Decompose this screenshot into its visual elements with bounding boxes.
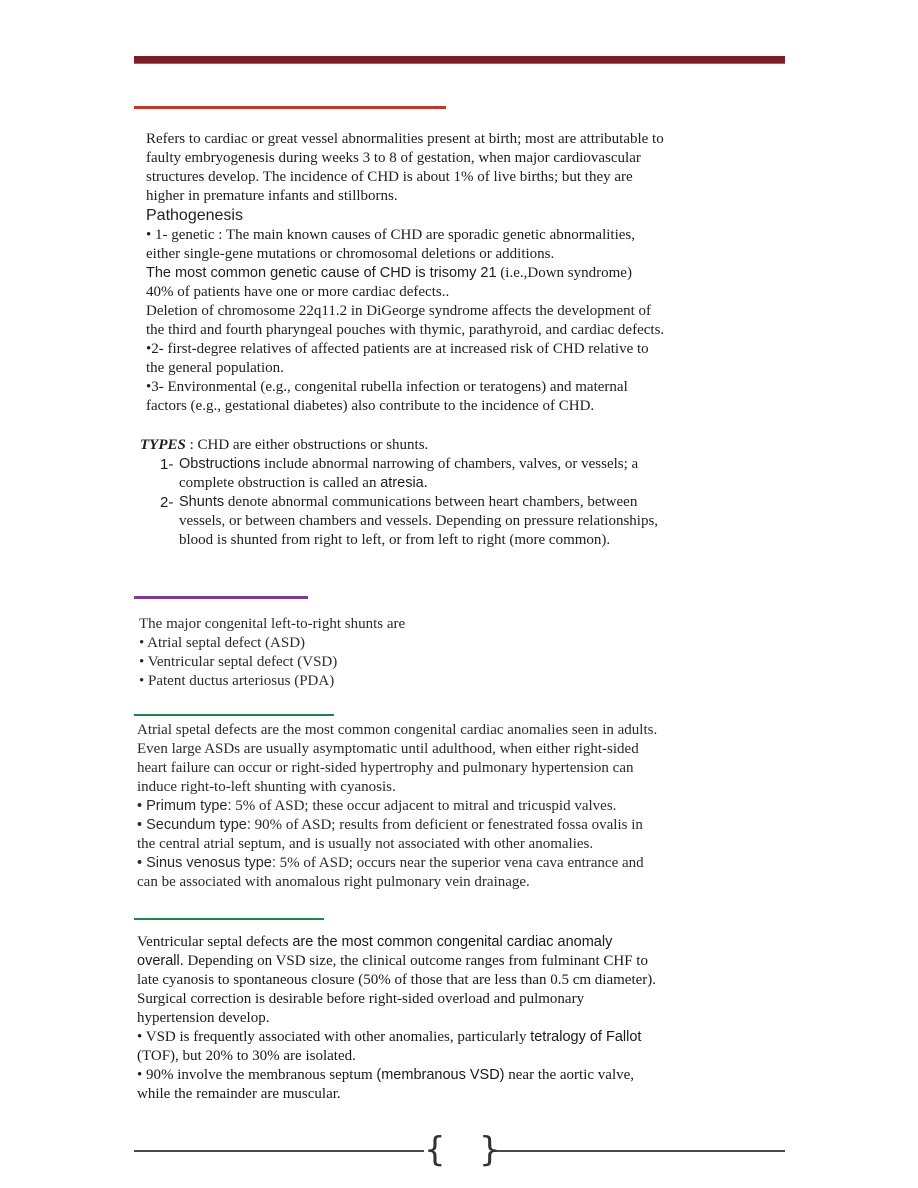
obstructions-text: . bbox=[423, 475, 428, 491]
vsd-text: • 90% involve the membranous septum bbox=[137, 1067, 377, 1083]
vsd-text: near the aortic valve, bbox=[504, 1067, 635, 1083]
obstructions-text: include abnormal narrowing of chambers, valves, or vessels; a bbox=[260, 456, 639, 472]
shunts-intro: The major congenital left-to-right shunts are bbox=[139, 616, 406, 632]
list-item: • Ventricular septal defect (VSD) bbox=[139, 654, 338, 670]
vsd-text: hypertension develop. bbox=[137, 1010, 270, 1026]
membranous-term: (membranous VSD) bbox=[376, 1067, 505, 1083]
shunts-text: vessels, or between chambers and vessels. Depending on pressure relationships, bbox=[179, 513, 659, 529]
relatives-line: •2- first-degree relatives of affected patients are at increased risk of CHD relative to bbox=[146, 341, 649, 357]
environment-line: •3- Environmental (e.g., congenital rubella infection or teratogens) and maternal bbox=[146, 379, 628, 395]
obstructions-text: complete obstruction is called an bbox=[179, 475, 381, 491]
sinus-text: can be associated with anomalous right pulmonary vein drainage. bbox=[137, 874, 530, 890]
secundum-term: • Secundum type: bbox=[137, 817, 251, 833]
header-rule bbox=[134, 56, 785, 64]
primum-term: • Primum type: bbox=[137, 798, 232, 814]
types-label: TYPES bbox=[140, 437, 186, 453]
intro-paragraph bbox=[146, 130, 726, 416]
asd-line: induce right-to-left shunting with cyanosis. bbox=[137, 779, 396, 795]
environment-line: factors (e.g., gestational diabetes) also contribute to the incidence of CHD. bbox=[146, 398, 595, 414]
vsd-text: (TOF), but 20% to 30% are isolated. bbox=[137, 1048, 356, 1064]
vsd-text: Depending on VSD size, the clinical outcome ranges from fulminant CHF to bbox=[183, 953, 648, 969]
shunts-text: blood is shunted from right to left, or from left to right (more common). bbox=[179, 532, 611, 548]
vsd-text: Surgical correction is desirable before right-sided overload and pulmonary bbox=[137, 991, 585, 1007]
genetic-line: either single-gene mutations or chromosomal deletions or additions. bbox=[146, 246, 555, 262]
secundum-text: 90% of ASD; results from deficient or fenestrated fossa ovalis in bbox=[250, 817, 643, 833]
section-rule-vsd bbox=[134, 918, 324, 920]
item-number: 1- bbox=[160, 456, 174, 473]
asd-line: Even large ASDs are usually asymptomatic until adulthood, when either right-sided bbox=[137, 741, 639, 757]
intro-line: faulty embryogenesis during weeks 3 to 8 of gestation, when major cardiovascular bbox=[146, 150, 641, 166]
obstructions-term: Obstructions bbox=[179, 456, 261, 472]
asd-line: Atrial spetal defects are the most common congenital cardiac anomalies seen in adults. bbox=[137, 722, 658, 738]
section-rule-intro bbox=[134, 106, 446, 109]
list-item: • Atrial septal defect (ASD) bbox=[139, 635, 306, 651]
intro-line: higher in premature infants and stillborns. bbox=[146, 188, 398, 204]
list-item: • Patent ductus arteriosus (PDA) bbox=[139, 673, 335, 689]
vsd-emphasis: overall. bbox=[137, 953, 184, 969]
trisomy-text: The most common genetic cause of CHD is trisomy 21 bbox=[146, 265, 497, 281]
shunts-text: denote abnormal communications between heart chambers, between bbox=[224, 494, 638, 510]
types-text: : CHD are either obstructions or shunts. bbox=[185, 437, 429, 453]
pathogenesis-heading: Pathogenesis bbox=[146, 207, 243, 224]
tof-term: tetralogy of Fallot bbox=[530, 1029, 642, 1045]
shunts-list bbox=[139, 615, 539, 691]
genetic-line: • 1- genetic : The main known causes of CHD are sporadic genetic abnormalities, bbox=[146, 227, 635, 243]
vsd-emphasis: are the most common congenital cardiac anomaly bbox=[292, 934, 613, 950]
vsd-text: Ventricular septal defects bbox=[137, 934, 293, 950]
vsd-text: while the remainder are muscular. bbox=[137, 1086, 341, 1102]
section-rule-shunts bbox=[134, 596, 308, 599]
vsd-text: • VSD is frequently associated with other anomalies, particularly bbox=[137, 1029, 531, 1045]
intro-line: structures develop. The incidence of CHD is about 1% of live births; but they are bbox=[146, 169, 633, 185]
atresia-term: atresia bbox=[380, 475, 424, 491]
digeorge-line: Deletion of chromosome 22q11.2 in DiGeorge syndrome affects the development of bbox=[146, 303, 652, 319]
sinus-text: 5% of ASD; occurs near the superior vena cava entrance and bbox=[275, 855, 644, 871]
digeorge-line: the third and fourth pharyngeal pouches with thymic, parathyroid, and cardiac defects. bbox=[146, 322, 665, 338]
asd-line: heart failure can occur or right-sided hypertrophy and pulmonary hypertension can bbox=[137, 760, 634, 776]
trisomy-line: 40% of patients have one or more cardiac defects.. bbox=[146, 284, 450, 300]
shunts-term: Shunts bbox=[179, 494, 225, 510]
types-item-obstructions bbox=[160, 455, 740, 493]
intro-line: Refers to cardiac or great vessel abnormalities present at birth; most are attributable to bbox=[146, 131, 664, 147]
secundum-text: the central atrial septum, and is usually not associated with other anomalies. bbox=[137, 836, 594, 852]
relatives-line: the general population. bbox=[146, 360, 284, 376]
trisomy-line bbox=[146, 264, 726, 283]
sinus-term: • Sinus venosus type: bbox=[137, 855, 276, 871]
page-number-brace-left: { bbox=[424, 1130, 446, 1170]
footer-rule-right bbox=[494, 1150, 785, 1152]
trisomy-paren: (i.e.,Down syndrome) bbox=[496, 265, 632, 281]
types-item-shunts bbox=[160, 493, 740, 550]
page-number-brace-right: } bbox=[479, 1130, 501, 1170]
vsd-section bbox=[137, 933, 697, 1104]
asd-section bbox=[137, 721, 697, 892]
footer-rule-left bbox=[134, 1150, 424, 1152]
primum-text: 5% of ASD; these occur adjacent to mitral and tricuspid valves. bbox=[231, 798, 617, 814]
vsd-text: late cyanosis to spontaneous closure (50% of those that are less than 0.5 cm diameter). bbox=[137, 972, 657, 988]
section-rule-asd bbox=[134, 714, 334, 716]
types-section bbox=[140, 436, 740, 550]
item-number: 2- bbox=[160, 494, 174, 511]
